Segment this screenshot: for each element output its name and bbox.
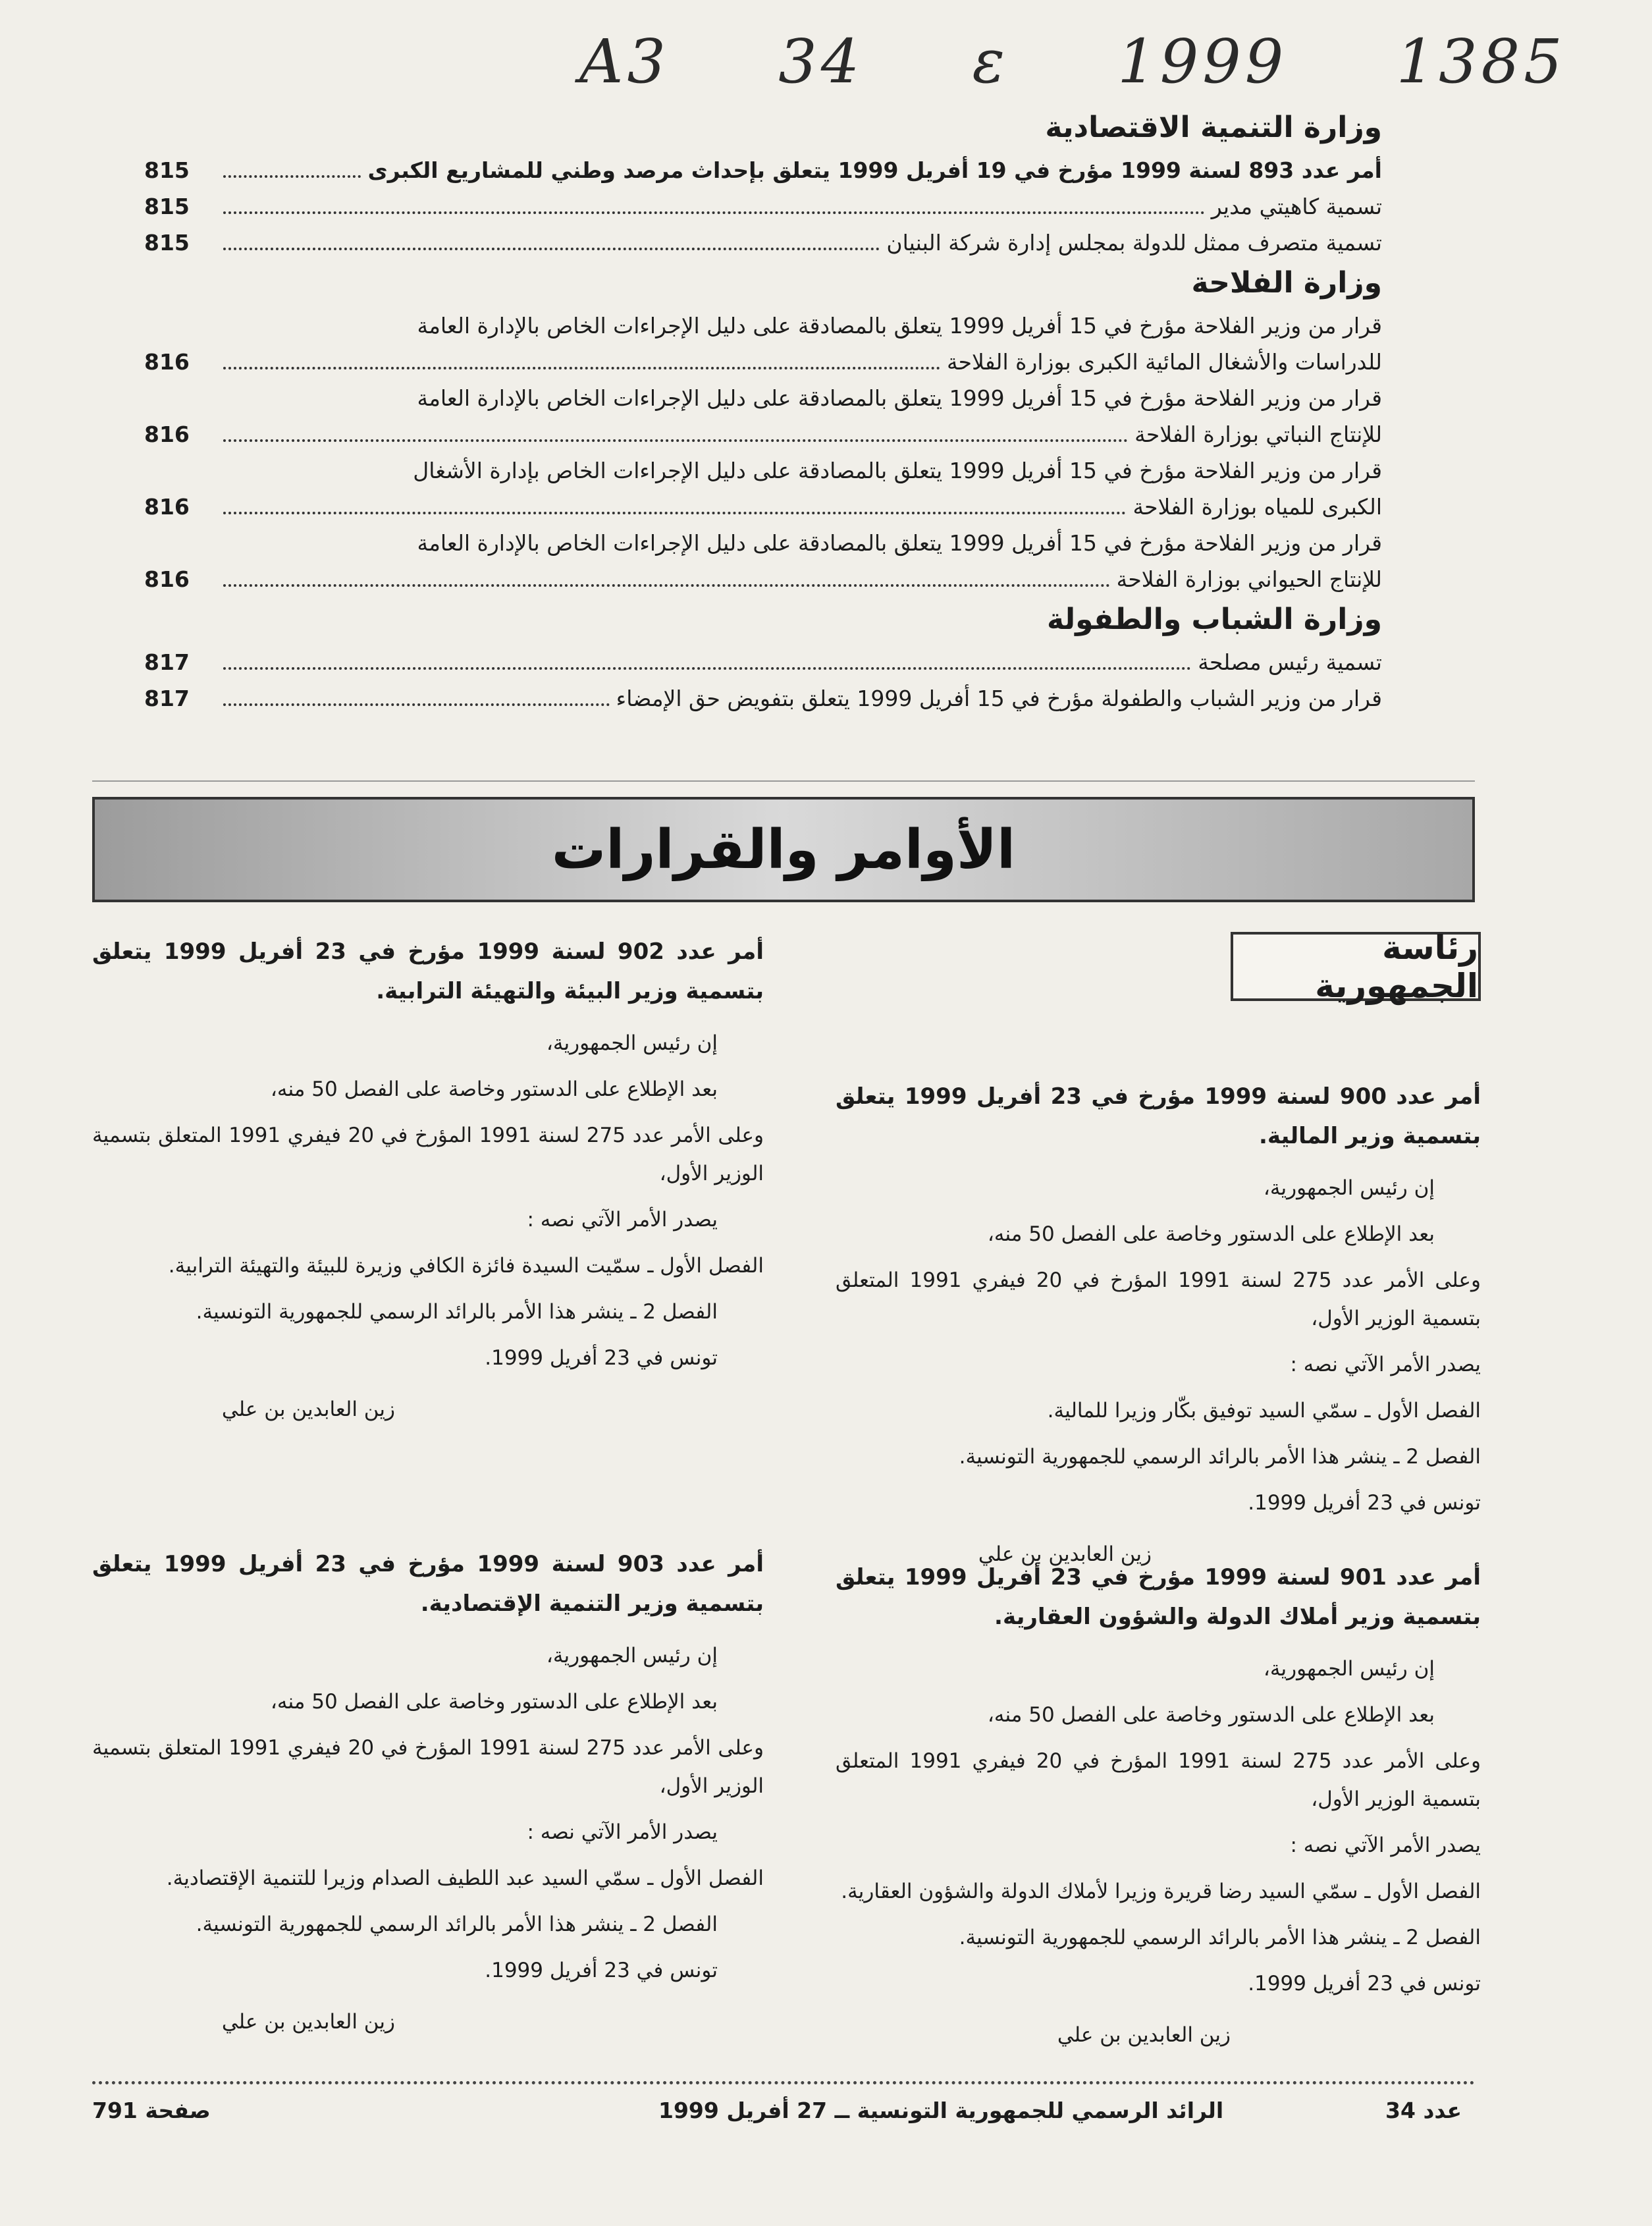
- toc-entry: [144, 561, 1382, 597]
- order-paragraph: وعلى الأمر عدد 275 لسنة 1991 المؤرخ في 20 فيفري 1991 المتعلق بتسمية الوزير الأول،: [836, 1749, 1481, 1811]
- order-paragraph: الفصل الأول ـ سمّي السيد عبد اللطيف الصدام وزيرا للتنمية الإقتصادية.: [166, 1866, 764, 1890]
- order-paragraph: بعد الإطلاع على الدستور وخاصة على الفصل 50 منه،: [987, 1703, 1435, 1727]
- hand-note-4: 1999: [1117, 26, 1288, 97]
- toc-entry: [144, 416, 1382, 452]
- toc-page-number: 815: [144, 230, 190, 256]
- order-paragraph: الفصل 2 ـ ينشر هذا الأمر بالرائد الرسمي للجمهورية التونسية.: [196, 1300, 718, 1324]
- leader-dots: [223, 584, 1110, 587]
- order-901: [836, 1558, 1481, 2062]
- order-paragraph: بعد الإطلاع على الدستور وخاصة على الفصل 50 منه،: [270, 1690, 718, 1714]
- signature: زين العابدين بن علي: [221, 1398, 395, 1421]
- order-paragraph: تونس في 23 أفريل 1999.: [485, 1346, 718, 1370]
- toc-entry-text: للإنتاج الحيواني بوزارة الفلاحة: [1116, 566, 1382, 592]
- order-paragraph: بعد الإطلاع على الدستور وخاصة على الفصل 50 منه،: [987, 1222, 1435, 1246]
- toc-page-number: 816: [144, 349, 190, 375]
- handwritten-reference: [579, 26, 1566, 99]
- order-title: أمر عدد 903 لسنة 1999 مؤرخ في 23 أفريل 1999 يتعلق بتسمية وزير التنمية الإقتصادية.: [92, 1551, 764, 1617]
- order-paragraph: الفصل 2 ـ ينشر هذا الأمر بالرائد الرسمي للجمهورية التونسية.: [959, 1445, 1481, 1469]
- toc-page-number: 816: [144, 421, 190, 447]
- order-paragraph: إن رئيس الجمهورية،: [1263, 1657, 1435, 1681]
- footer-page-number: صفحة 791: [92, 2098, 211, 2123]
- toc-entry-text: تسمية رئيس مصلحة: [1198, 649, 1382, 675]
- toc-page-number: 815: [144, 157, 190, 183]
- order-paragraph: بعد الإطلاع على الدستور وخاصة على الفصل 50 منه،: [270, 1077, 718, 1101]
- toc-entry-text: للإنتاج النباتي بوزارة الفلاحة: [1134, 421, 1382, 447]
- order-paragraph: الفصل 2 ـ ينشر هذا الأمر بالرائد الرسمي للجمهورية التونسية.: [196, 1913, 718, 1936]
- leader-dots: [223, 211, 1205, 214]
- order-903: [92, 1544, 764, 2049]
- divider: [92, 780, 1475, 782]
- hand-note-1: A3: [579, 26, 670, 97]
- order-paragraph: تونس في 23 أفريل 1999.: [485, 1959, 718, 1982]
- order-title: أمر عدد 901 لسنة 1999 مؤرخ في 23 أفريل 1999 يتعلق بتسمية وزير أملاك الدولة والشؤون العقارية.: [836, 1564, 1481, 1630]
- toc-entry-first-line: قرار من وزير الفلاحة مؤرخ في 15 أفريل 1999 يتعلق بالمصادقة على دليل الإجراءات الخاص بالإدارة العامة: [417, 385, 1382, 411]
- toc-entry-first-line: قرار من وزير الفلاحة مؤرخ في 15 أفريل 1999 يتعلق بالمصادقة على دليل الإجراءات الخاص بالإدارة العامة: [417, 530, 1382, 556]
- order-paragraph: تونس في 23 أفريل 1999.: [1248, 1491, 1481, 1515]
- order-paragraph: يصدر الأمر الآتي نصه :: [1290, 1353, 1481, 1376]
- leader-dots: [223, 248, 880, 250]
- order-900: [836, 1077, 1481, 1581]
- toc-entry-text: تسمية متصرف ممثل للدولة بمجلس إدارة شركة البنيان: [886, 230, 1382, 256]
- order-paragraph: إن رئيس الجمهورية،: [1263, 1176, 1435, 1200]
- toc-entry: [144, 644, 1382, 680]
- order-paragraph: الفصل 2 ـ ينشر هذا الأمر بالرائد الرسمي للجمهورية التونسية.: [959, 1926, 1481, 1949]
- footer-publication: الرائد الرسمي للجمهورية التونسية ــ 27 أفريل 1999: [658, 2098, 1224, 2123]
- leader-dots: [223, 367, 940, 369]
- order-paragraph: الفصل الأول ـ سمّي السيد رضا قريرة وزيرا لأملاك الدولة والشؤون العقارية.: [841, 1880, 1481, 1903]
- order-paragraph: يصدر الأمر الآتي نصه :: [1290, 1833, 1481, 1857]
- order-paragraph: الفصل الأول ـ سمّيت السيدة فائزة الكافي وزيرة للبيئة والتهيئة الترابية.: [168, 1254, 764, 1278]
- banner-title: الأوامر والقرارات: [551, 818, 1016, 881]
- leader-dots: [223, 512, 1126, 514]
- toc-entry-text: أمر عدد 893 لسنة 1999 مؤرخ في 19 أفريل 1999 يتعلق بإحداث مرصد وطني للمشاريع الكبرى: [367, 157, 1382, 183]
- toc-entry-text: قرار من وزير الشباب والطفولة مؤرخ في 15 أفريل 1999 يتعلق بتفويض حق الإمضاء: [616, 686, 1382, 711]
- toc-page-number: 817: [144, 686, 190, 711]
- order-paragraph: الفصل الأول ـ سمّي السيد توفيق بكّار وزيرا للمالية.: [1047, 1399, 1481, 1423]
- toc-page-number: 816: [144, 494, 190, 520]
- order-paragraph: إن رئيس الجمهورية،: [546, 1644, 718, 1668]
- section-banner: [92, 797, 1475, 902]
- hand-note-5: 1385: [1396, 26, 1566, 97]
- toc-entry: [144, 489, 1382, 525]
- order-paragraph: يصدر الأمر الآتي نصه :: [527, 1820, 718, 1844]
- toc-page-number: 817: [144, 649, 190, 675]
- leader-dots: [223, 175, 361, 178]
- table-of-contents: [144, 105, 1382, 717]
- toc-entry-first-line: قرار من وزير الفلاحة مؤرخ في 15 أفريل 1999 يتعلق بالمصادقة على دليل الإجراءات الخاص بالإدارة العامة: [417, 313, 1382, 339]
- toc-page-number: 815: [144, 194, 190, 219]
- order-paragraph: تونس في 23 أفريل 1999.: [1248, 1972, 1481, 1995]
- toc-entry-text: الكبرى للمياه بوزارة الفلاحة: [1132, 494, 1382, 520]
- order-paragraph: إن رئيس الجمهورية،: [546, 1031, 718, 1055]
- leader-dots: [223, 439, 1128, 442]
- hand-note-3: ε: [972, 26, 1009, 97]
- toc-entry: [144, 225, 1382, 261]
- order-paragraph: وعلى الأمر عدد 275 لسنة 1991 المؤرخ في 20 فيفري 1991 المتعلق بتسمية الوزير الأول،: [836, 1268, 1481, 1330]
- leader-dots: [223, 667, 1191, 670]
- signature: زين العابدين بن علي: [221, 2010, 395, 2034]
- hand-note-2: 34: [778, 26, 864, 97]
- footer-issue: عدد 34: [1385, 2098, 1462, 2123]
- signature: زين العابدين بن علي: [978, 1542, 1152, 1566]
- order-title: أمر عدد 902 لسنة 1999 مؤرخ في 23 أفريل 1999 يتعلق بتسمية وزير البيئة والتهيئة الترابية.: [92, 938, 764, 1004]
- toc-heading: وزارة الفلاحة: [1191, 266, 1382, 300]
- order-paragraph: يصدر الأمر الآتي نصه :: [527, 1208, 718, 1232]
- order-paragraph: وعلى الأمر عدد 275 لسنة 1991 المؤرخ في 20 فيفري 1991 المتعلق بتسمية الوزير الأول،: [92, 1124, 764, 1185]
- toc-page-number: 816: [144, 566, 190, 592]
- toc-entry-text: للدراسات والأشغال المائية الكبرى بوزارة الفلاحة: [946, 349, 1382, 375]
- order-title: أمر عدد 900 لسنة 1999 مؤرخ في 23 أفريل 1999 يتعلق بتسمية وزير المالية.: [836, 1083, 1481, 1149]
- toc-entry: [144, 188, 1382, 225]
- leader-dots: [223, 703, 610, 706]
- signature: زين العابدين بن علي: [1057, 2023, 1231, 2047]
- presidency-label: رئاسة الجمهورية: [1315, 928, 1478, 1005]
- toc-entry-text: تسمية كاهيتي مدير: [1211, 194, 1382, 219]
- toc-entry: [144, 680, 1382, 717]
- toc-heading: وزارة التنمية الاقتصادية: [1045, 111, 1382, 144]
- page-footer: [92, 2098, 1462, 2137]
- order-paragraph: وعلى الأمر عدد 275 لسنة 1991 المؤرخ في 20 فيفري 1991 المتعلق بتسمية الوزير الأول،: [92, 1736, 764, 1798]
- toc-entry: [144, 344, 1382, 380]
- order-902: [92, 932, 764, 1436]
- presidency-box: [1231, 928, 1481, 1005]
- footer-divider: [92, 2081, 1475, 2084]
- toc-entry-first-line: قرار من وزير الفلاحة مؤرخ في 15 أفريل 1999 يتعلق بالمصادقة على دليل الإجراءات الخاص بإدارة الأشغال: [413, 458, 1382, 483]
- toc-entry: [144, 152, 1382, 188]
- toc-heading: وزارة الشباب والطفولة: [1046, 603, 1382, 636]
